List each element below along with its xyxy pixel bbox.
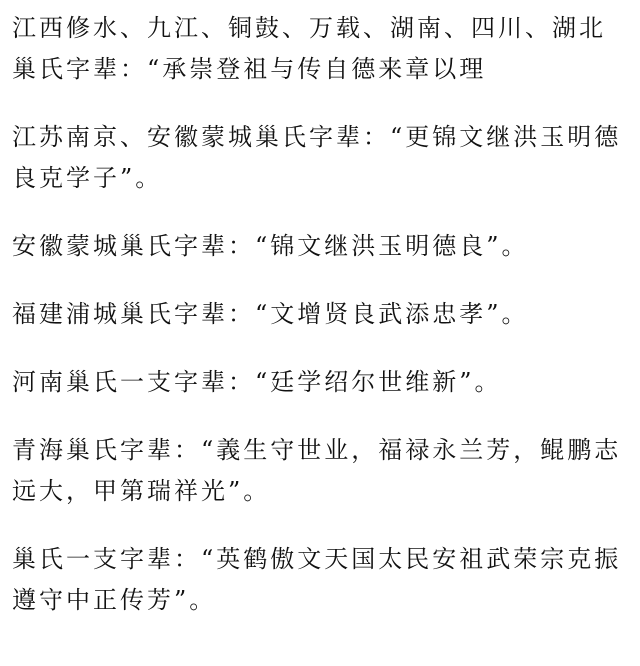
paragraph-anhui-mengcheng: 安徽蒙城巢氏字辈：“锦文继洪玉明德良”。 <box>12 232 529 260</box>
paragraph-qinghai: 青海巢氏字辈：“義生守世业，福禄永兰芳，鲲鹏志远大，甲第瑞祥光”。 <box>12 436 622 505</box>
paragraph-jiangxi: 江西修水、九江、铜鼓、万载、湖南、四川、湖北巢氏字辈：“承崇登祖与传自德来章以理 <box>12 14 606 83</box>
paragraph-branch: 巢氏一支字辈：“英鹤傲文天国太民安祖武荣宗克振遵守中正传芳”。 <box>12 545 622 614</box>
paragraph-fujian-pucheng: 福建浦城巢氏字辈：“文增贤良武添忠孝”。 <box>12 300 529 328</box>
paragraph-jiangsu-anhui: 江苏南京、安徽蒙城巢氏字辈：“更锦文继洪玉明德良克学子”。 <box>12 123 622 192</box>
paragraph-henan: 河南巢氏一支字辈：“廷学绍尔世维新”。 <box>12 368 502 396</box>
